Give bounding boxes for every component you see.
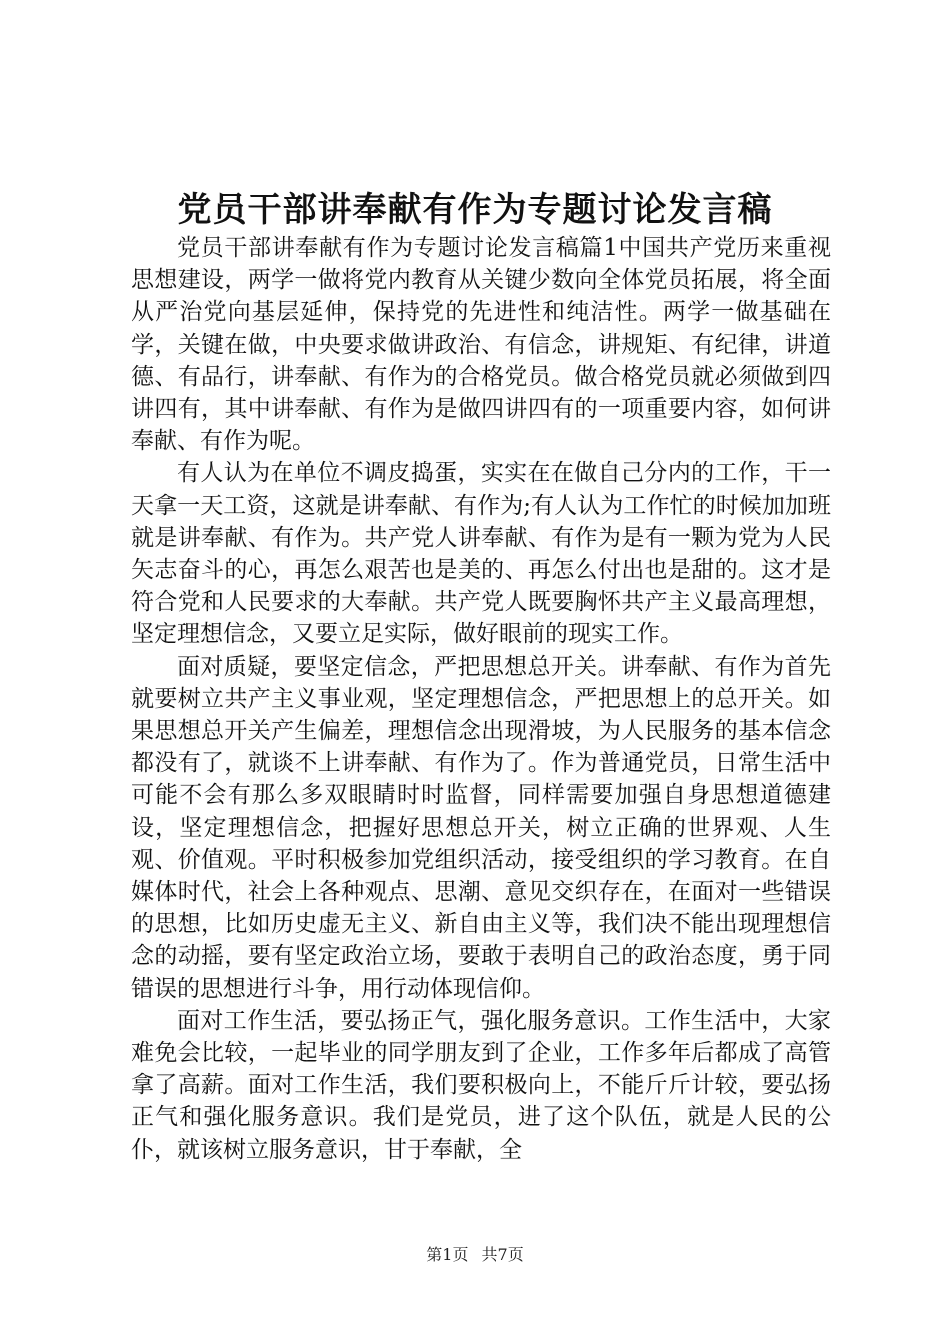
page-number: 第1页 [426,1245,469,1264]
paragraph-3: 面对质疑，要坚定信念，严把思想总开关。讲奉献、有作为首先就要树立共产主义事业观，坚定理想信念，严把思想上的总开关。如果思想总开关产生偏差，理想信念出现滑坡，为人民服务的基本信念都没有了，就谈不上讲奉献、有作为了。作为普通党员，日常生活中可能不会有那么多双眼睛时时监督，同样需要加强自身思想道德建设，坚定理想信念，把握好思想总开关，树立正确的世界观、人生观、价值观。平时积极参加党组织活动，接受组织的学习教育。在自媒体时代，社会上各种观点、思潮、意见交织存在，在面对一些错误的思想，比如历史虚无主义、新自由主义等，我们决不能出现理想信念的动摇，要有坚定政治立场，要敢于表明自己的政治态度，勇于同错误的思想进行斗争，用行动体现信仰。 [131,653,831,1002]
document-title: 党员干部讲奉献有作为专题讨论发言稿 [177,190,773,230]
page-total: 共7页 [481,1245,524,1264]
document-body [131,232,831,1166]
paragraph-1: 党员干部讲奉献有作为专题讨论发言稿篇1中国共产党历来重视思想建设，两学一做将党内教育从关键少数向全体党员拓展，将全面从严治党向基层延伸，保持党的先进性和纯洁性。两学一做基础在学，关键在做，中央要求做讲政治、有信念，讲规矩、有纪律，讲道德、有品行，讲奉献、有作为的合格党员。做合格党员就必须做到四讲四有，其中讲奉献、有作为是做四讲四有的一项重要内容，如何讲奉献、有作为呢。 [131,235,831,455]
paragraph-2: 有人认为在单位不调皮捣蛋，实实在在做自己分内的工作，干一天拿一天工资，这就是讲奉献、有作为;有人认为工作忙的时候加加班就是讲奉献、有作为。共产党人讲奉献、有作为是有一颗为党为人民矢志奋斗的心，再怎么艰苦也是美的、再怎么付出也是甜的。这才是符合党和人民要求的大奉献。共产党人既要胸怀共产主义最高理想，坚定理想信念，又要立足实际，做好眼前的现实工作。 [131,460,831,648]
page-footer [0,1244,950,1266]
paragraph-4: 面对工作生活，要弘扬正气，强化服务意识。工作生活中，大家难免会比较，一起毕业的同学朋友到了企业，工作多年后都成了高管拿了高薪。面对工作生活，我们要积极向上，不能斤斤计较，要弘扬正气和强化服务意识。我们是党员，进了这个队伍，就是人民的公仆，就该树立服务意识，甘于奉献，全 [131,1007,831,1163]
